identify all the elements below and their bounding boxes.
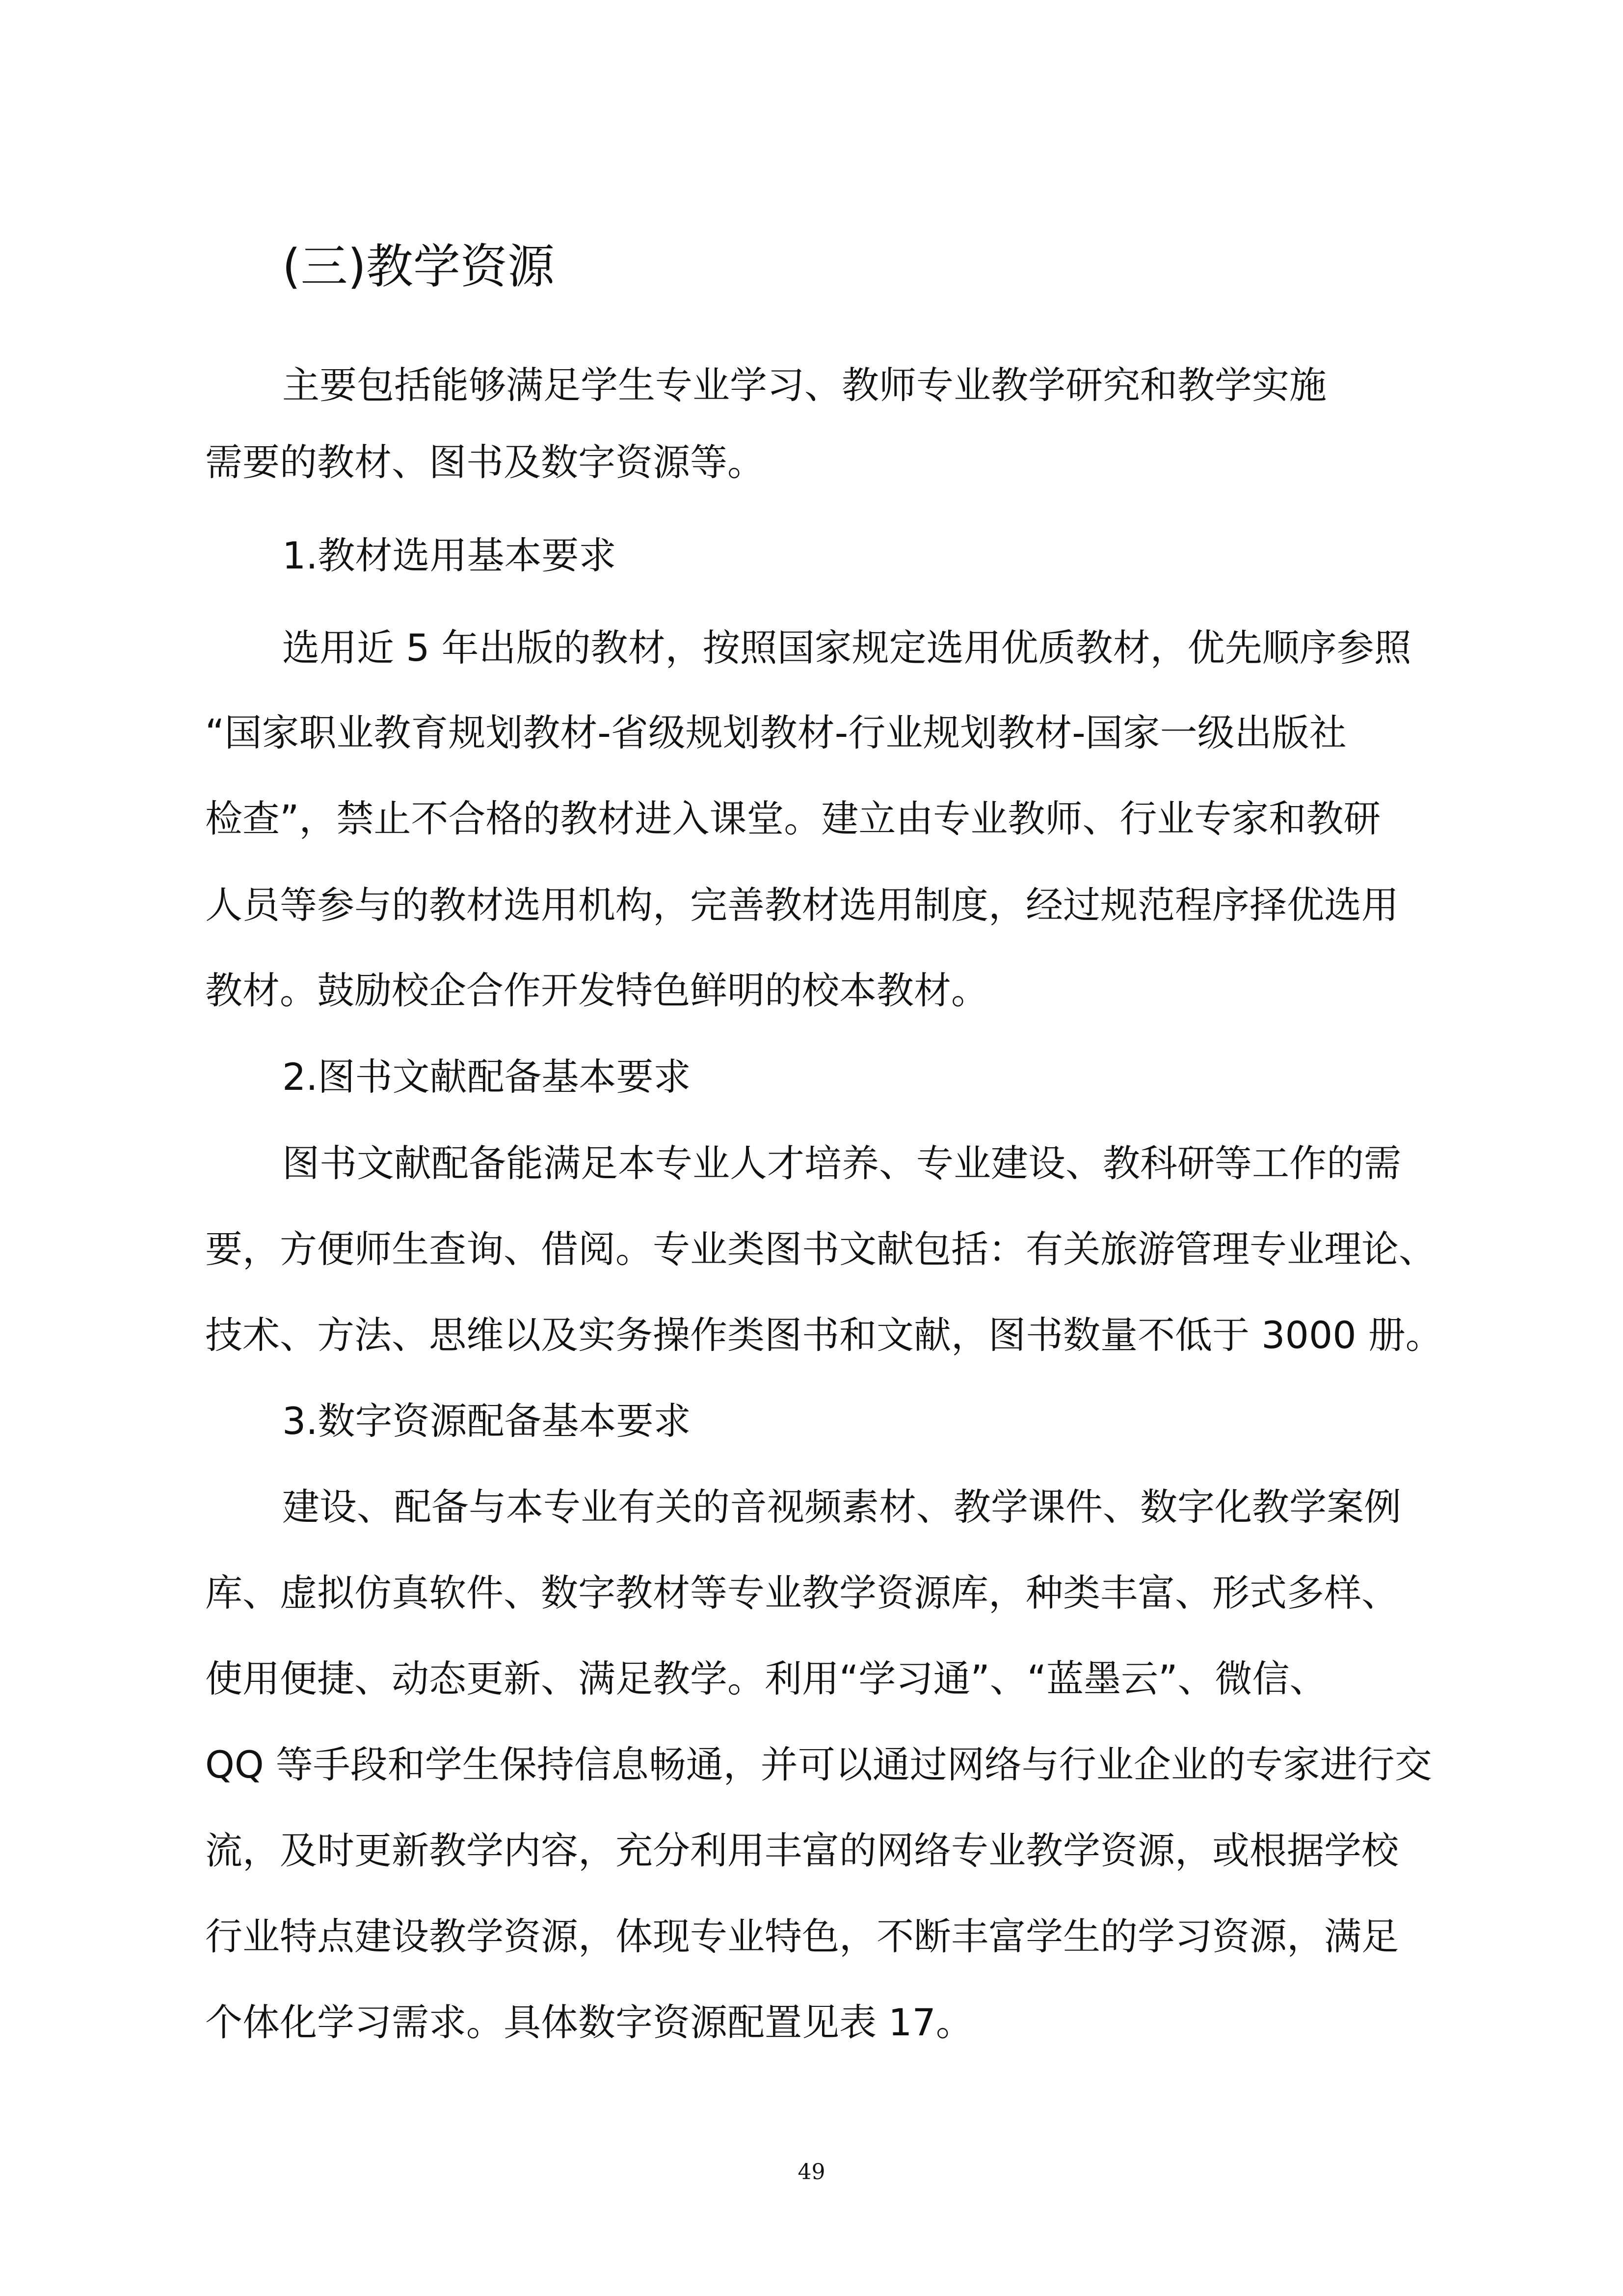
paragraph-3-line-6: 行业特点建设教学资源，体现专业特色，不断丰富学生的学习资源，满足: [205, 1915, 1399, 1958]
paragraph-2-line-1: 图书文献配备能满足本专业人才培养、专业建设、教科研等工作的需: [282, 1141, 1401, 1185]
paragraph-1-line-4: 人员等参与的教材选用机构，完善教材选用制度，经过规范程序择优选用: [205, 883, 1399, 927]
subsection-heading-1: 1.教材选用基本要求: [282, 534, 616, 577]
paragraph-1-line-5: 教材。鼓励校企合作开发特色鲜明的校本教材。: [205, 969, 988, 1012]
intro-line-2: 需要的教材、图书及数字资源等。: [205, 440, 765, 484]
paragraph-3-line-3: 使用便捷、动态更新、满足教学。利用“学习通”、“蓝墨云”、微信、: [205, 1657, 1327, 1701]
paragraph-2-line-3: 技术、方法、思维以及实务操作类图书和文献，图书数量不低于 3000 册。: [205, 1313, 1443, 1357]
subsection-heading-2: 2.图书文献配备基本要求: [282, 1055, 691, 1099]
paragraph-3-line-4: QQ 等手段和学生保持信息畅通，并可以通过网络与行业企业的专家进行交: [205, 1743, 1432, 1786]
paragraph-3-line-7: 个体化学习需求。具体数字资源配置见表 17。: [205, 2000, 973, 2044]
subsection-heading-3: 3.数字资源配备基本要求: [282, 1399, 691, 1443]
paragraph-3-line-1: 建设、配备与本专业有关的音视频素材、教学课件、数字化教学案例: [282, 1485, 1401, 1529]
intro-line-1: 主要包括能够满足学生专业学习、教师专业教学研究和教学实施: [282, 363, 1327, 407]
paragraph-1-line-3: 检查”，禁止不合格的教材进入课堂。建立由专业教师、行业专家和教研: [205, 797, 1381, 840]
paragraph-1-line-1: 选用近 5 年出版的教材，按照国家规定选用优质教材，优先顺序参照: [282, 626, 1411, 670]
page-number: 49: [798, 2160, 825, 2185]
paragraph-2-line-2: 要，方便师生查询、借阅。专业类图书文献包括：有关旅游管理专业理论、: [205, 1227, 1436, 1271]
section-heading: (三)教学资源: [282, 239, 555, 294]
paragraph-3-line-5: 流，及时更新教学内容，充分利用丰富的网络专业教学资源，或根据学校: [205, 1829, 1399, 1872]
paragraph-3-line-2: 库、虚拟仿真软件、数字教材等专业教学资源库，种类丰富、形式多样、: [205, 1571, 1399, 1615]
paragraph-1-line-2: “国家职业教育规划教材-省级规划教材-行业规划教材-国家一级出版社: [205, 711, 1347, 755]
